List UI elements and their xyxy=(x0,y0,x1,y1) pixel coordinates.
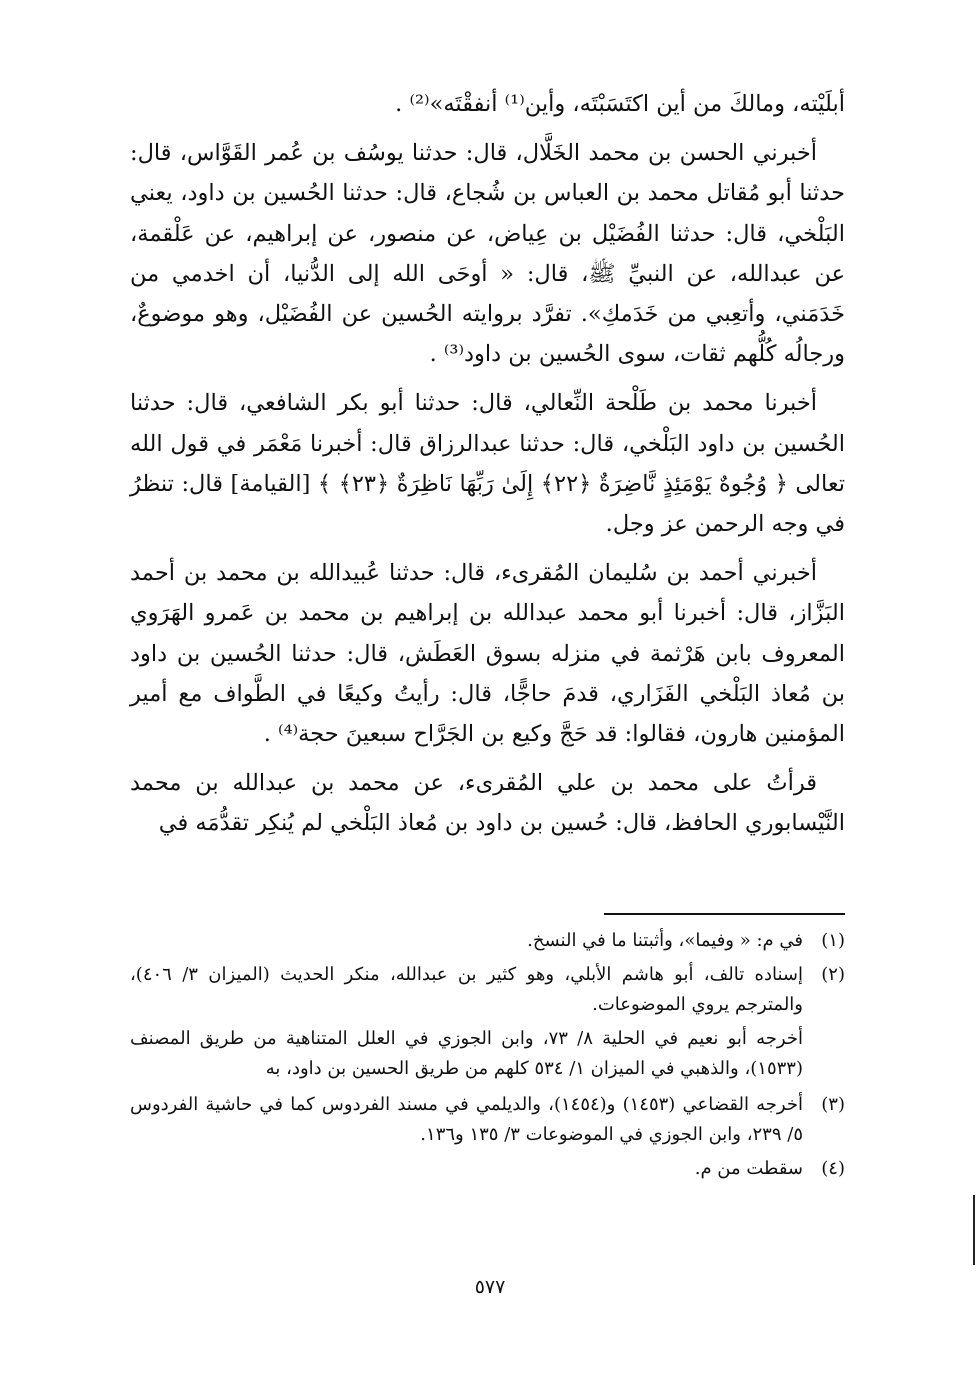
footnote-item xyxy=(130,926,845,956)
paragraph: أخبرنا محمد بن طَلْحة النِّعالي، قال: حدثنا أبو بكر الشافعي، قال: حدثنا الحُسين بن داود البَلْخي، قال: حدثنا عبدالرزاق قال: أخبرنا مَعْمَر في قول الله تعالى ﴿ وُجُوهٌ يَوْمَئِذٍ نَّاضِرَةٌ ﴿٢٢﴾ إِلَىٰ رَبِّهَا نَاظِرَةٌ ﴿٢٣﴾ ﴾ [القيامة] قال: تنظرُ في وجه الرحمن عز وجل. xyxy=(130,390,846,538)
page-number: ٥٧٧ xyxy=(474,1276,506,1298)
paragraph: أبلَيْته، ومالكَ من أين اكتَسَبْتَه، وأين⁽¹⁾ أنفقْتَه»⁽²⁾ . xyxy=(395,91,845,117)
footnote-text: إسناده تالف، أبو هاشم الأبلي، وهو كثير بن عبدالله، منكر الحديث (الميزان ٣/ ٤٠٦)، والمترجم يروي الموضوعات. xyxy=(130,964,803,1015)
footnote-number: (٤) xyxy=(821,1158,845,1179)
footnote-text: سقطت من م. xyxy=(694,1158,803,1179)
footnote-item xyxy=(130,1154,845,1184)
footnote-number: (٣) xyxy=(821,1094,845,1115)
footnotes xyxy=(130,926,845,1188)
paragraph: أخبرني أحمد بن سُليمان المُقرىء، قال: حدثنا عُبيدالله بن محمد بن أحمد البَزَّاز، قال: أخبرنا أبو محمد عبدالله بن إبراهيم بن محمد بن عَمرو الهَرَوي المعروف بابن هَرْثمة في منزله بسوق العَطَش، قال: حدثنا الحُسين بن داود بن مُعاذ البَلْخي الفَزَاري، قدمَ حاجًّا، قال: رأيتُ وكيعًا في الطَّواف مع أمير المؤمنين هارون، فقالوا: قد حَجَّ وكيع بن الجَرَّاح سبعينَ حجة⁽⁴⁾ . xyxy=(130,560,845,748)
footnote-text: في م: « وفيما»، وأثبتنا ما في النسخ. xyxy=(527,930,803,951)
paragraph: قرأتُ على محمد بن علي المُقرىء، عن محمد بن عبدالله بن محمد النَّيْسابوري الحافظ، قال: حُسين بن داود بن مُعاذ البَلْخي لم يُنكِر تقدُّمَه في xyxy=(130,770,845,837)
footnote-number: (٢) xyxy=(821,964,845,985)
footnote-item xyxy=(130,1090,845,1150)
footnote-number: (١) xyxy=(821,930,845,951)
footnote-item xyxy=(130,960,845,1020)
paragraph: أخبرني الحسن بن محمد الخَلَّال، قال: حدثنا يوسُف بن عُمر القَوَّاس، قال: حدثنا أبو مُقاتل محمد بن العباس بن شُجاع، قال: حدثنا الحُسين بن داود، يعني البَلْخي، قال: حدثنا الفُضَيْل بن عِياض، عن منصور، عن إبراهيم، عن عَلْقمة، عن عبدالله، عن النبيِّ ﷺ، قال: « أوحَى الله إلى الدُّنيا، أن اخدمي من خَدَمَني، وأتعِبي من خَدَمكِ». تفرَّد بروايته الحُسين عن الفُضَيْل، وهو موضوعٌ، ورجالُه كُلُّهم ثقات، سوى الحُسين بن داود⁽³⁾ . xyxy=(130,140,845,368)
scan-edge-mark xyxy=(973,1195,975,1265)
footnote-text: أخرجه القضاعي (١٤٥٣) و(١٤٥٤)، والديلمي في مسند الفردوس كما في حاشية الفردوس ٥/ ٢٣٩، وابن الجوزي في الموضوعات ٣/ ١٣٥ و١٣٦. xyxy=(130,1094,803,1145)
main-text xyxy=(130,84,845,853)
footnote-separator xyxy=(604,913,845,915)
footnote-continuation: أخرجه أبو نعيم في الحلية ٨/ ٧٣، وابن الجوزي في العلل المتناهية من طريق المصنف (١٥٣٣)، والذهبي في الميزان ١/ ٥٣٤ كلهم من طريق الحسين بن داود، به xyxy=(130,1028,803,1079)
